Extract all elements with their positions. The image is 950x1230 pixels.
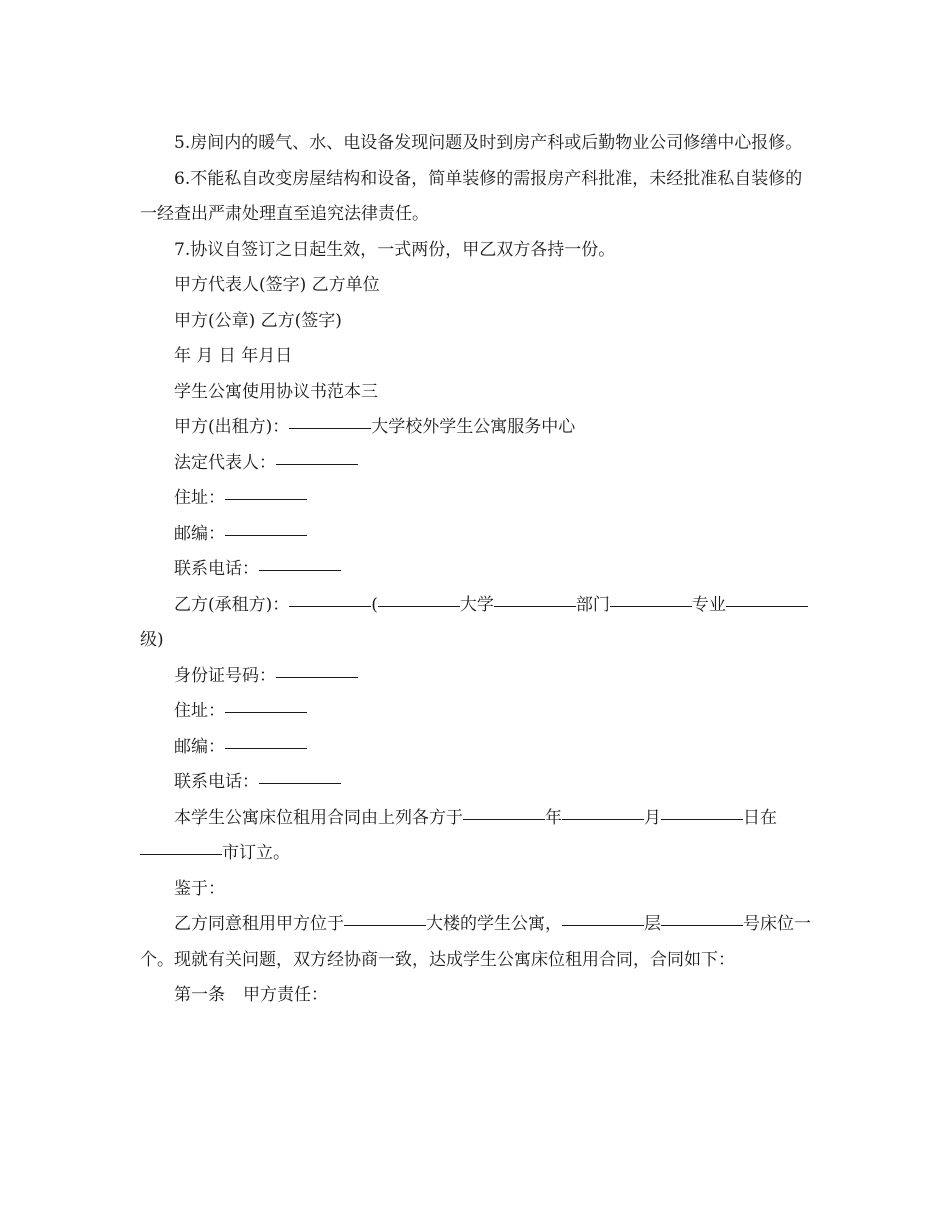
building-blank — [344, 924, 426, 926]
legal-rep-line — [140, 446, 812, 482]
party-b-department-blank — [494, 605, 576, 607]
signature-line-2: 甲方(公章) 乙方(签字) — [174, 310, 342, 331]
address-blank — [225, 498, 307, 500]
floor-blank — [562, 924, 644, 926]
month-blank — [562, 818, 644, 820]
postcode-blank-2 — [225, 747, 307, 749]
contract-intro — [140, 801, 812, 872]
year-label: 年 — [545, 807, 562, 828]
city-signed-label: 市订立。 — [222, 843, 290, 863]
party-b-label: 乙方(承租方)： — [174, 594, 290, 615]
rent-text-2: 大楼的学生公寓， — [426, 914, 562, 934]
party-b-paren: ( — [371, 594, 378, 615]
party-a-label: 甲方(出租方)： — [174, 417, 290, 437]
postcode-blank — [225, 534, 307, 536]
party-b-department-label: 部门 — [575, 594, 610, 615]
article-1-heading — [140, 978, 812, 1014]
postcode-label-2: 邮编： — [174, 736, 225, 757]
id-number-line — [140, 659, 812, 695]
phone-blank-2 — [259, 782, 341, 784]
signature-line-1: 甲方代表人(签字) 乙方单位 — [174, 275, 380, 295]
legal-rep-blank — [276, 463, 358, 465]
party-b-major-blank — [610, 605, 692, 607]
contract-intro-text: 本学生公寓床位租用合同由上列各方于 — [174, 807, 463, 828]
party-b-line — [140, 588, 812, 659]
rent-text-1: 乙方同意租用甲方位于 — [174, 914, 344, 934]
party-b-major-label: 专业 — [691, 594, 726, 615]
room-number-blank — [661, 924, 743, 926]
day-label: 日 — [743, 807, 760, 828]
legal-rep-label: 法定代表人： — [174, 452, 276, 473]
address-label: 住址： — [174, 488, 225, 508]
at-label: 在 — [760, 807, 777, 828]
phone-label: 联系电话： — [174, 559, 259, 579]
month-label: 月 — [644, 807, 661, 828]
address-line-2 — [140, 694, 812, 730]
address-blank-2 — [225, 711, 307, 713]
postcode-line — [140, 517, 812, 553]
number-label: 号 — [743, 914, 760, 934]
address-label-2: 住址： — [174, 701, 225, 721]
party-b-grade-blank — [726, 605, 808, 607]
postcode-line-2 — [140, 730, 812, 766]
phone-blank — [259, 569, 341, 571]
section-title: 学生公寓使用协议书范本三 — [174, 381, 378, 402]
address-line — [140, 481, 812, 517]
clause-7: 7.协议自签订之日起生效，一式两份，甲乙双方各持一份。 — [174, 239, 616, 260]
day-blank — [661, 818, 743, 820]
party-a-line — [140, 410, 812, 446]
article-1-number: 第一条 — [174, 985, 225, 1005]
year-blank — [463, 818, 545, 820]
party-a-name: 大学校外学生公寓服务中心 — [371, 417, 576, 437]
phone-label-2: 联系电话： — [174, 772, 259, 792]
phone-line — [140, 552, 812, 588]
city-blank — [140, 853, 222, 855]
party-b-university-label: 大学 — [459, 594, 494, 615]
rent-text-3: 床位一个。现就有关问题，双方经协商一致，达成学生公寓床位租用合同，合同如下： — [140, 914, 811, 970]
document-body — [140, 126, 812, 1014]
party-b-university-blank — [378, 605, 460, 607]
article-1-title: 甲方责任： — [243, 985, 328, 1005]
id-number-label: 身份证号码： — [174, 665, 276, 686]
party-b-grade-label: 级) — [140, 630, 164, 650]
rent-paragraph — [140, 907, 812, 978]
id-number-blank — [276, 676, 358, 678]
clause-5: 5.房间内的暖气、水、电设备发现问题及时到房产科或后勤物业公司修缮中心报修。 — [174, 133, 803, 153]
floor-label: 层 — [644, 914, 661, 934]
phone-line-2 — [140, 765, 812, 801]
whereas-line: 鉴于： — [174, 878, 225, 899]
party-a-blank — [289, 427, 371, 429]
postcode-label: 邮编： — [174, 523, 225, 544]
party-b-name-blank — [289, 605, 371, 607]
date-line: 年 月 日 年月日 — [174, 346, 293, 366]
clause-6: 6.不能私自改变房屋结构和设备，简单装修的需报房产科批准，未经批准私自装修的一经查出严肃处理直至追究法律责任。 — [140, 168, 803, 224]
